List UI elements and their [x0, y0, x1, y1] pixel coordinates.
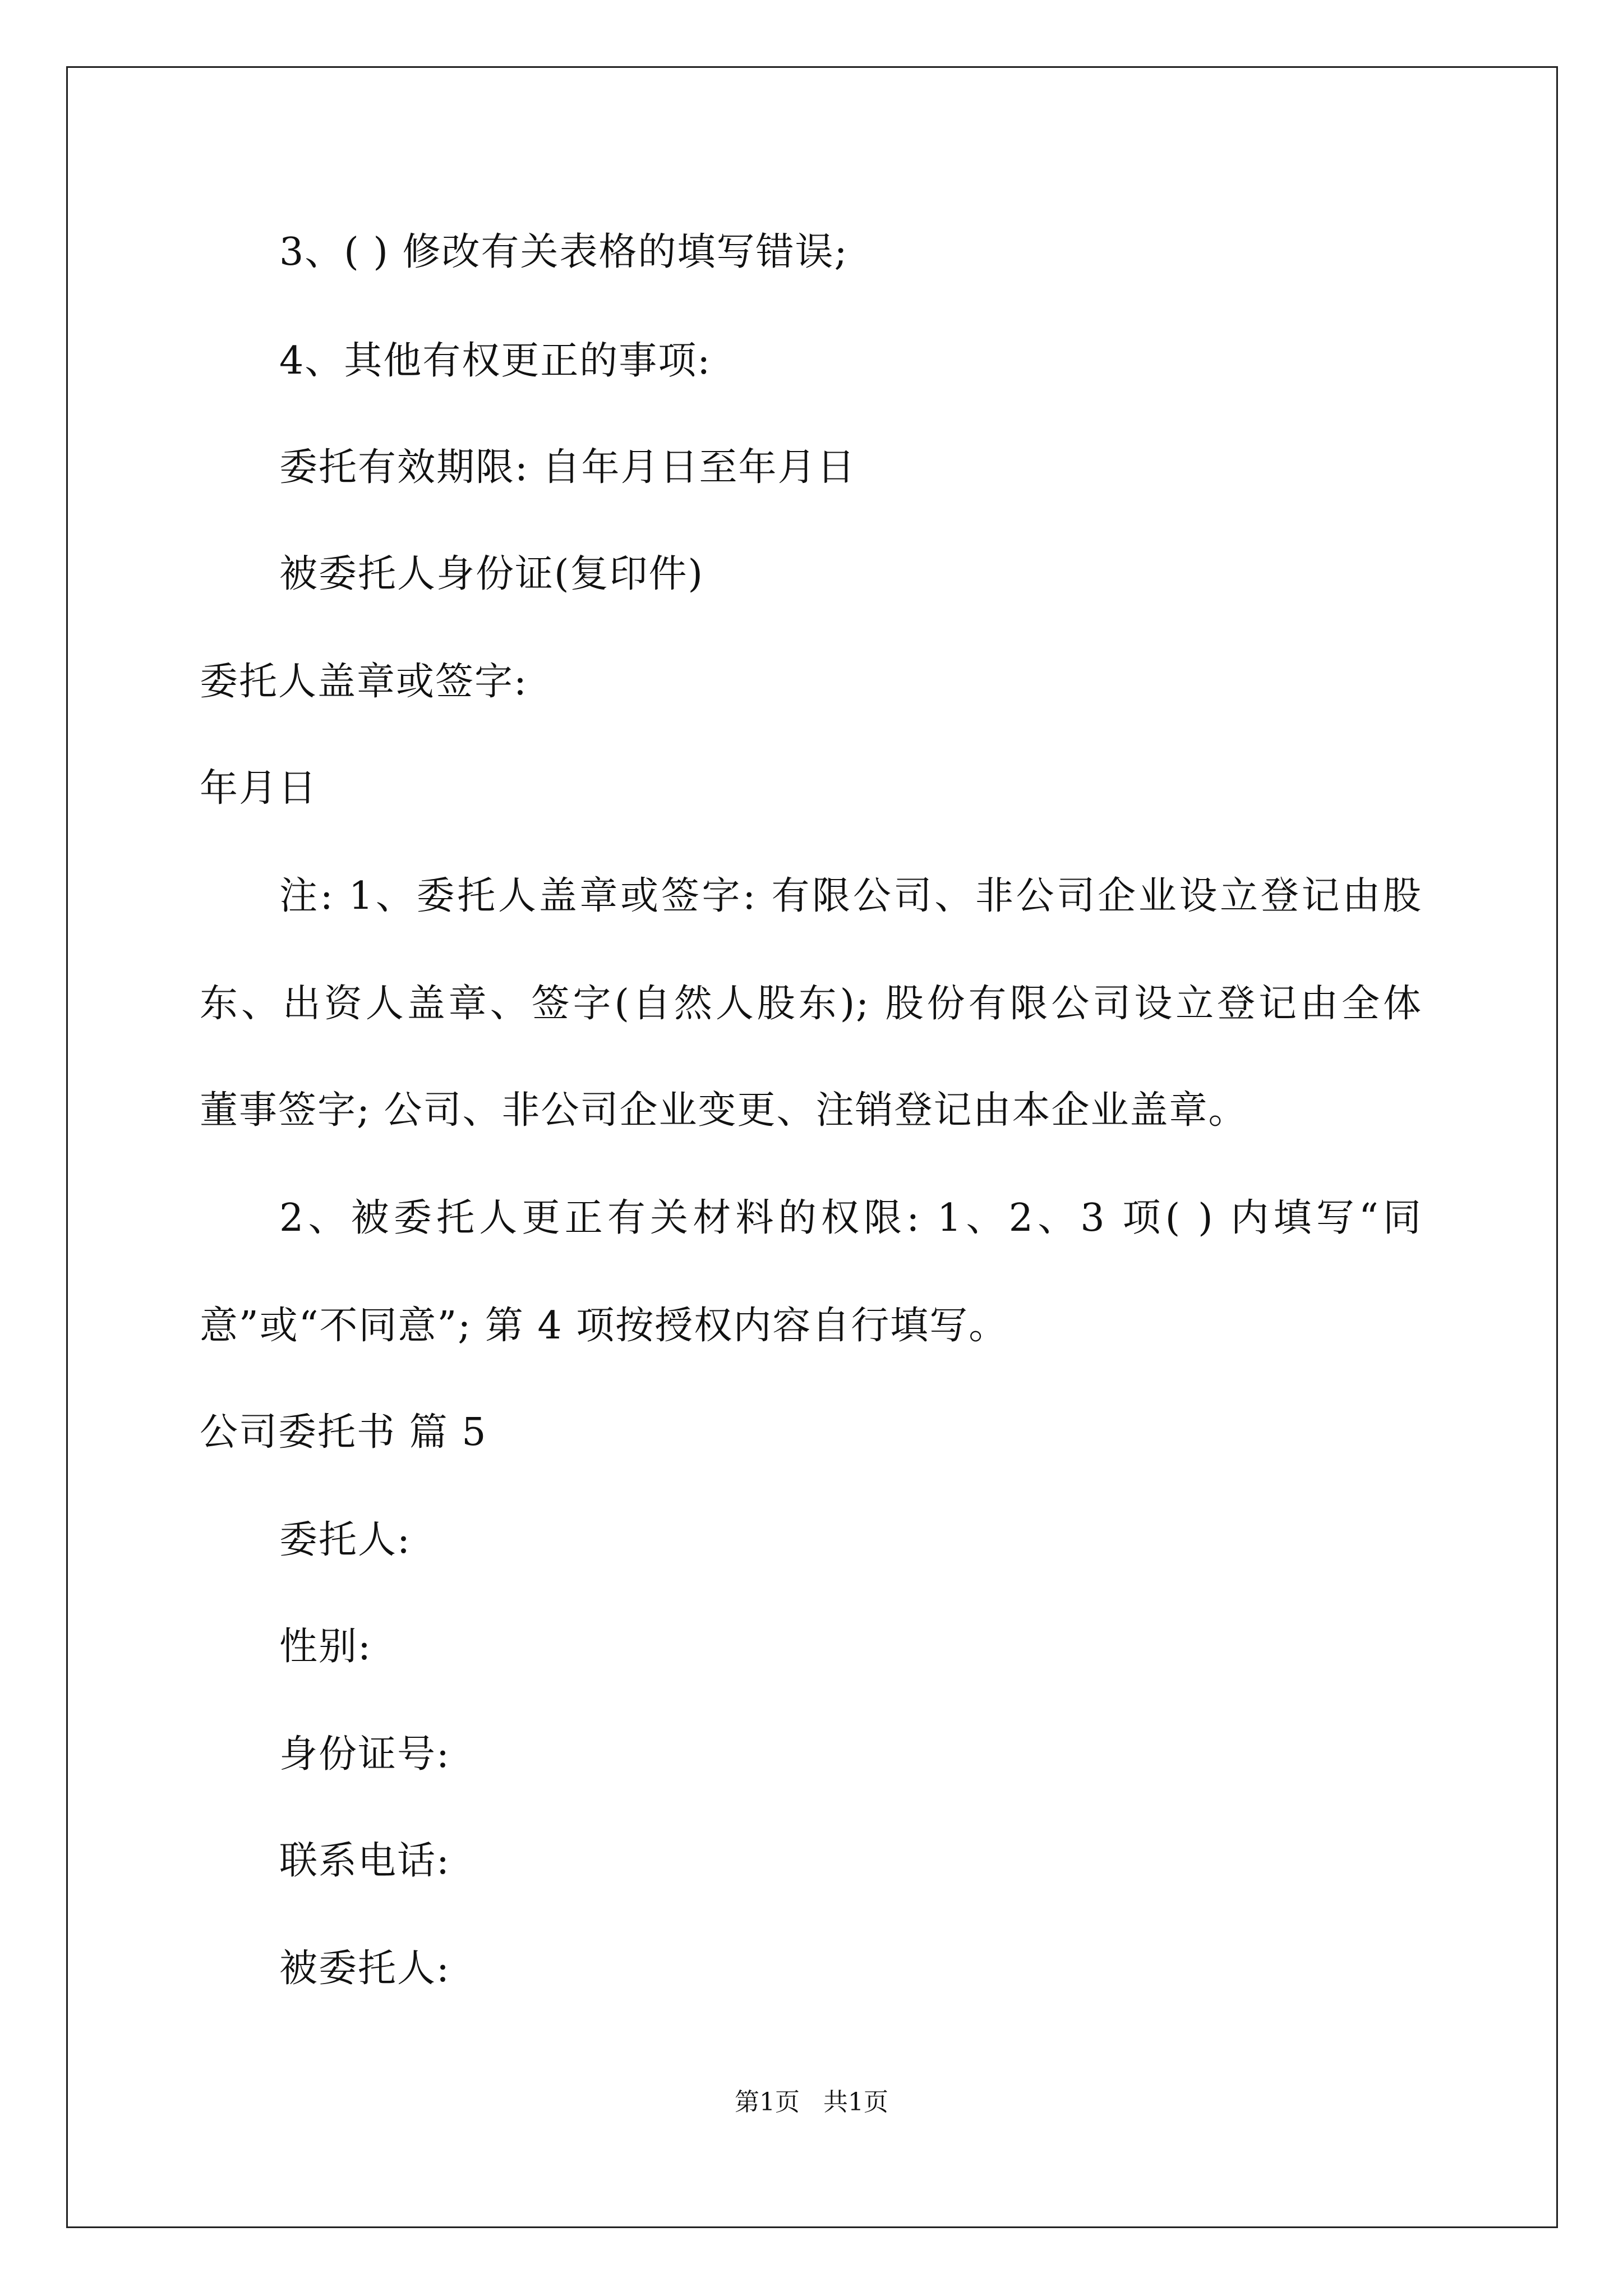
page-footer: 第1页 共1页: [735, 2088, 888, 2116]
agent-field: 被委托人:: [279, 1947, 450, 1991]
note-paragraph-line-2: 东、出资人盖章、签字(自然人股东); 股份有限公司设立登记由全体: [200, 982, 1422, 1026]
gender-field: 性别:: [279, 1625, 372, 1669]
validity-period-line: 委托有效期限: 自年月日至年月日: [279, 445, 856, 490]
item-3-line: 3、( ) 修改有关表格的填写错误;: [279, 230, 849, 274]
phone-field: 联系电话:: [279, 1839, 450, 1883]
id-copy-line: 被委托人身份证(复印件): [279, 552, 704, 596]
item-4-line: 4、其他有权更正的事项:: [279, 339, 712, 383]
signature-label: 委托人盖章或签字:: [200, 660, 528, 704]
note-paragraph-line-3: 董事签字; 公司、非公司企业变更、注销登记由本企业盖章。: [200, 1088, 1248, 1133]
note-paragraph-line-1: 注: 1、委托人盖章或签字: 有限公司、非公司企业设立登记由股: [279, 874, 1422, 918]
id-number-field: 身份证号:: [279, 1732, 450, 1777]
section-heading: 公司委托书 篇 5: [200, 1410, 487, 1455]
date-line: 年月日: [200, 766, 318, 811]
principal-field: 委托人:: [279, 1518, 411, 1562]
note-2-line-2: 意”或“不同意”; 第 4 项按授权内容自行填写。: [200, 1304, 1008, 1348]
page-border: [66, 66, 1558, 2228]
note-2-line-1: 2、被委托人更正有关材料的权限: 1、2、3 项( ) 内填写“同: [279, 1196, 1422, 1240]
